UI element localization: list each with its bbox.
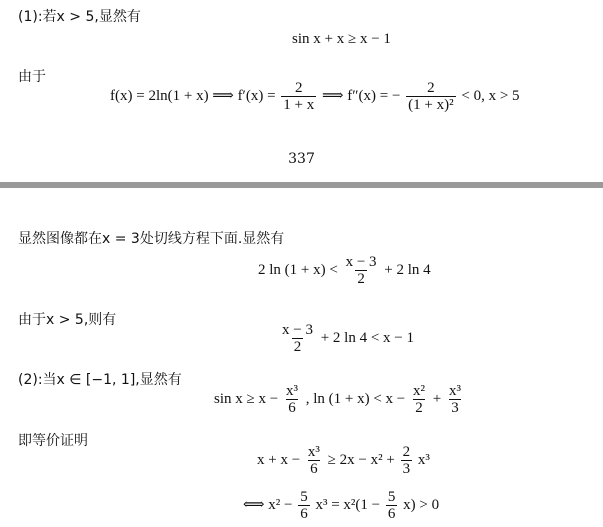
denominator: 6 <box>310 461 318 477</box>
denominator: 6 <box>288 400 296 416</box>
formula-part: 2 ln (1 + x) < <box>258 261 338 278</box>
formula-part: x³ = x²(1 − <box>315 496 381 513</box>
formula-sin-inequality: sin x + x ≥ x − 1 <box>292 31 391 47</box>
page-number: 337 <box>288 151 315 167</box>
line-since: 由于 <box>18 69 46 85</box>
numerator: x³ <box>285 383 298 399</box>
line-tangent: 显然图像都在x = 3处切线方程下面.显然有 <box>18 231 285 247</box>
line-equivalent: 即等价证明 <box>18 433 88 449</box>
formula-part: ⟹ f″(x) = − <box>322 87 401 104</box>
fraction <box>298 489 310 522</box>
denominator: 3 <box>402 461 411 477</box>
formula-part: x³ <box>417 451 430 468</box>
formula-taylor-bounds <box>214 383 465 416</box>
formula-tangent-inequality <box>258 254 431 287</box>
denominator: 2 <box>357 271 365 287</box>
formula-part: < 0, x > 5 <box>461 87 520 104</box>
denominator: 1 + x <box>283 97 315 113</box>
fraction <box>401 444 413 477</box>
fraction <box>447 383 463 416</box>
formula-conclusion <box>278 322 414 355</box>
fraction <box>386 489 398 522</box>
denominator: 2 <box>415 400 423 416</box>
numerator: x − 3 <box>345 254 377 270</box>
denominator: 6 <box>300 506 308 522</box>
numerator: 2 <box>402 444 411 460</box>
fraction <box>406 80 455 113</box>
numerator: 2 <box>295 80 303 96</box>
line-case-1: (1):若x > 5,显然有 <box>18 9 141 25</box>
denominator: 2 <box>293 339 302 355</box>
numerator: x³ <box>307 444 320 460</box>
numerator: x³ <box>448 383 461 399</box>
formula-part: f(x) = 2ln(1 + x) ⟹ f′(x) = <box>110 87 276 104</box>
formula-derivatives <box>110 80 520 113</box>
numerator: 5 <box>387 489 396 505</box>
numerator: x − 3 <box>282 322 313 338</box>
formula-part: + 2 ln 4 <box>384 261 431 278</box>
denominator: 6 <box>387 506 396 522</box>
formula-part: x + x − <box>257 451 301 468</box>
formula-part: ≥ 2x − x² + <box>327 451 395 468</box>
fraction <box>281 80 316 113</box>
formula-part: ⟺ x² − <box>243 496 293 513</box>
fraction <box>344 254 379 287</box>
line-given: 由于x > 5,则有 <box>18 312 117 328</box>
formula-part: sin x ≥ x − <box>214 390 279 407</box>
formula-part: + <box>432 390 442 407</box>
formula-part: , ln (1 + x) < x − <box>305 390 406 407</box>
denominator: (1 + x)² <box>408 97 454 113</box>
formula-part: + 2 ln 4 < x − 1 <box>320 329 415 346</box>
fraction <box>306 444 322 477</box>
denominator: 3 <box>451 400 459 416</box>
fraction <box>411 383 427 416</box>
line-case-2: (2):当x ∈ [−1, 1],显然有 <box>18 372 182 388</box>
formula-final <box>243 489 439 522</box>
numerator: 5 <box>300 489 308 505</box>
page-divider <box>0 182 603 188</box>
formula-equivalent <box>257 444 430 477</box>
fraction <box>284 383 300 416</box>
formula-part: x) > 0 <box>403 496 440 513</box>
numerator: x² <box>413 383 425 399</box>
fraction <box>280 322 315 355</box>
numerator: 2 <box>427 80 435 96</box>
